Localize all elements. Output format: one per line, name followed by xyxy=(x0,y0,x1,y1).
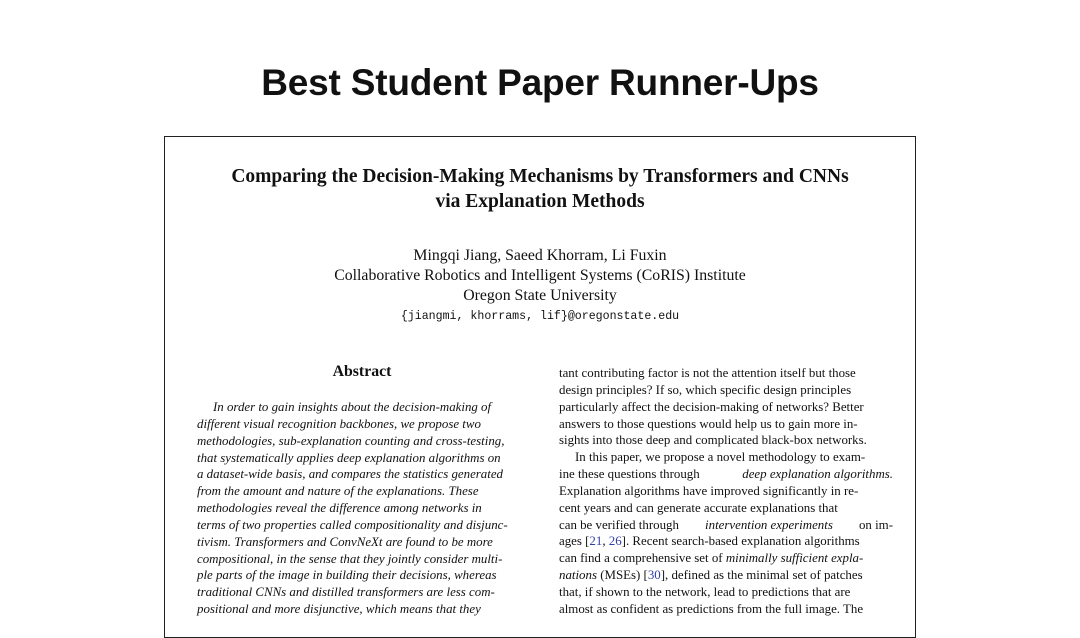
emphasis-text: minimally sufficient expla- xyxy=(725,551,864,566)
abstract-line: tivism. Transformers and ConvNeXt are found to be more xyxy=(197,534,493,549)
intro-column xyxy=(559,365,893,618)
paper-title-line: via Explanation Methods xyxy=(435,191,645,212)
intro-line xyxy=(559,533,893,550)
paper-title xyxy=(165,164,915,214)
intro-line: particularly affect the decision-making of networks? Better xyxy=(559,399,864,414)
abstract-line: traditional CNNs and distilled transformers are less com- xyxy=(197,585,495,600)
text-run: can be verified through xyxy=(559,517,683,532)
intro-line xyxy=(559,466,893,483)
intro-line: sights into those deep and complicated black-box networks. xyxy=(559,433,867,448)
text-run: ], defined as the minimal set of patches xyxy=(660,568,863,583)
text-run: , xyxy=(602,534,609,549)
affiliation: Collaborative Robotics and Intelligent Systems (CoRIS) Institute xyxy=(334,267,746,284)
citation-link[interactable]: 21 xyxy=(589,534,603,549)
emphasis-text: nations xyxy=(559,568,597,583)
emphasis-text: deep explanation algorithms. xyxy=(742,467,893,482)
citation-link[interactable]: 26 xyxy=(608,534,622,549)
abstract-line: a dataset-wide basis, and compares the statistics generated xyxy=(197,467,504,482)
paper-title-line: Comparing the Decision-Making Mechanisms by Transformers and CNNs xyxy=(231,166,849,187)
text-run: ine these questions through xyxy=(559,467,703,482)
text-run: ]. Recent search-based explanation algorithms xyxy=(621,534,860,549)
intro-line: tant contributing factor is not the attention itself but those xyxy=(559,366,856,380)
abstract-line: methodologies reveal the difference among networks in xyxy=(197,501,482,516)
abstract-body xyxy=(197,399,531,618)
intro-line: design principles? If so, which specific design principles xyxy=(559,382,852,397)
authors: Mingqi Jiang, Saeed Khorram, Li Fuxin xyxy=(413,247,667,264)
author-block xyxy=(165,246,915,306)
abstract-line: different visual recognition backbones, we propose two xyxy=(197,416,481,431)
abstract-line: methodologies, sub-explanation counting and cross-testing, xyxy=(197,433,505,448)
abstract-heading: Abstract xyxy=(332,363,392,380)
abstract-line: compositional, in the sense that they jointly consider multi- xyxy=(197,551,503,566)
intro-line: answers to those questions would help us to gain more in- xyxy=(559,416,858,431)
university: Oregon State University xyxy=(463,287,617,304)
text-run: ages [ xyxy=(559,534,590,549)
abstract-line: In order to gain insights about the decision-making of xyxy=(213,400,492,414)
intro-line xyxy=(559,517,893,534)
intro-line: Explanation algorithms have improved significantly in re- xyxy=(559,483,859,498)
abstract-line: ple parts of the image in building their decisions, whereas xyxy=(197,568,497,583)
paper-page xyxy=(164,136,916,638)
abstract-line: positional and more disjunctive, which means that they xyxy=(197,602,481,617)
text-run: on im- xyxy=(855,517,893,532)
intro-line: In this paper, we propose a novel methodology to exam- xyxy=(575,450,866,465)
abstract-line: that systematically applies deep explanation algorithms on xyxy=(197,450,501,465)
citation-link[interactable]: 30 xyxy=(647,568,661,583)
text-run: can find a comprehensive set of xyxy=(559,551,726,566)
author-emails: {jiangmi, khorrams, lif}@oregonstate.edu xyxy=(400,310,680,323)
abstract-line: from the amount and nature of the explanations. These xyxy=(197,484,479,499)
intro-line: cent years and can generate accurate explanations that xyxy=(559,500,838,515)
intro-line: that, if shown to the network, lead to predictions that are xyxy=(559,584,851,599)
intro-line xyxy=(559,550,893,567)
text-run: (MSEs) [ xyxy=(596,568,648,583)
emphasis-text: intervention experiments xyxy=(705,517,833,532)
intro-line xyxy=(559,567,893,584)
intro-line: almost as confident as predictions from the full image. The xyxy=(559,601,864,616)
abstract-line: terms of two properties called compositionality and disjunc- xyxy=(197,517,508,532)
slide-title: Best Student Paper Runner-Ups xyxy=(261,62,819,103)
